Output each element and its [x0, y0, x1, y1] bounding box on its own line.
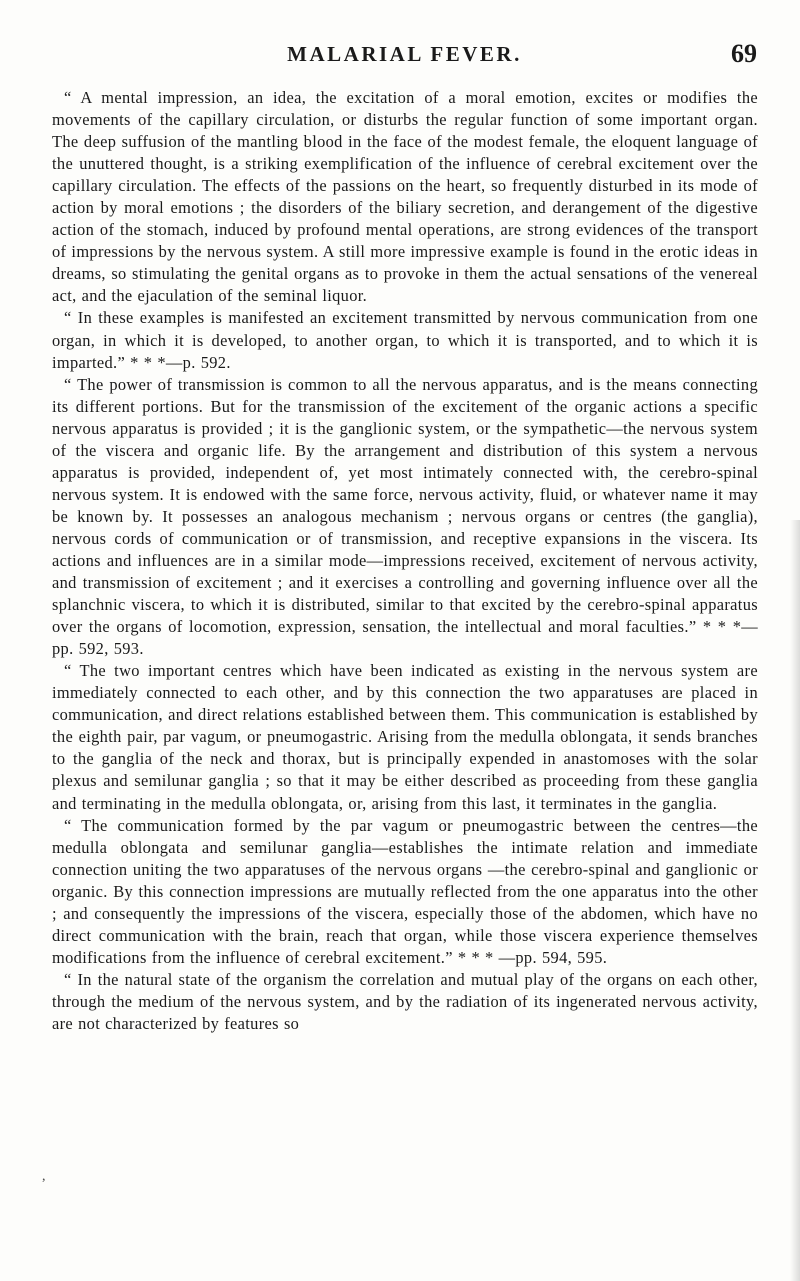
- paragraph: “ The two important centres which have been indicated as existing in the nervous system are immediately connected to each other, and by this connection the two apparatuses are placed in communication, and direct relations established between them. This communication is established by the eighth pair, par vagum, or pneumogastric. Arising from the medulla oblongata, it sends branches to the ganglia of the neck and thorax, but is principally expended in anastomoses with the solar plexus and semilunar ganglia ; so that it may be either described as proceeding from these ganglia and terminating in the medulla oblongata, or, arising from this last, it terminates in the ganglia.: [52, 661, 758, 813]
- running-head: [52, 39, 757, 70]
- page-edge-shadow: [790, 520, 800, 1281]
- paragraph: “ In these examples is manifested an excitement transmitted by nervous communication from one organ, in which it is developed, to another organ, to which it is transported, and to which it is imparted.” * * *—p. 592.: [52, 308, 758, 372]
- paragraph: “ The communication formed by the par vagum or pneumogastric between the centres—the medulla oblongata and semilunar ganglia—establishes the intimate relation and immediate connection uniting the two apparatuses of the nervous organs —the cerebro-spinal and ganglionic or organic. By this connection impressions are mutually reflected from the one apparatus into the other ; and consequently the impressions of the viscera, especially those of the abdomen, which have no direct communication with the brain, reach that organ, while those viscera experience themselves modifications from the influence of cerebral excitement.” * * * —pp. 594, 595.: [52, 815, 758, 967]
- margin-speck: ,: [42, 1169, 46, 1184]
- paragraph: “ The power of transmission is common to all the nervous apparatus, and is the means connecting its different portions. But for the transmission of the excitement of the organic actions a specific nervous apparatus is provided ; it is the ganglionic system, or the sympathetic—the nervous system of the viscera and organic life. By the arrangement and distribution of this system a nervous apparatus is provided, independent of, yet most intimately connected with, the cerebro-spinal nervous system. It is endowed with the same force, nervous activity, fluid, or whatever name it may be known by. It possesses an analogous mechanism ; nervous organs or centres (the ganglia), nervous cords of communication or of transmission, and receptive expansions in the viscera. Its actions and influences are in a similar mode—impressions received, excitement of nervous activity, and transmission of excitement ; and it exercises a controlling and governing influence over all the splanchnic viscera, to which it is distributed, similar to that excited by the cerebro-spinal apparatus over the organs of locomotion, expression, sensation, the intellectual and moral faculties.” * * *—pp. 592, 593.: [52, 374, 758, 659]
- paragraph: “ A mental impression, an idea, the excitation of a moral emotion, excites or modifies the movements of the capillary circulation, or disturbs the regular function of some important organ. The deep suffusion of the mantling blood in the face of the modest female, the eloquent language of the unuttered thought, is a striking exemplification of the influence of cerebral excitement over the capillary circulation. The effects of the passions on the heart, so frequently disturbed in its mode of action by moral emotions ; the disorders of the biliary secretion, and derangement of the digestive action of the stomach, induced by profound mental operations, are strong evidences of the transport of impressions by the nervous system. A still more impressive example is found in the erotic ideas in dreams, so stimulating the genital organs as to provoke in them the actual sensations of the venereal act, and the ejaculation of the seminal liquor.: [52, 88, 758, 306]
- paragraph: “ In the natural state of the organism the correlation and mutual play of the organs on each other, through the medium of the nervous system, and by the radiation of its ingenerated nervous activity, are not characterized by features so: [52, 969, 758, 1033]
- running-title: MALARIAL FEVER.: [287, 42, 522, 66]
- page-number: 69: [731, 39, 757, 68]
- body-text: [52, 87, 758, 1035]
